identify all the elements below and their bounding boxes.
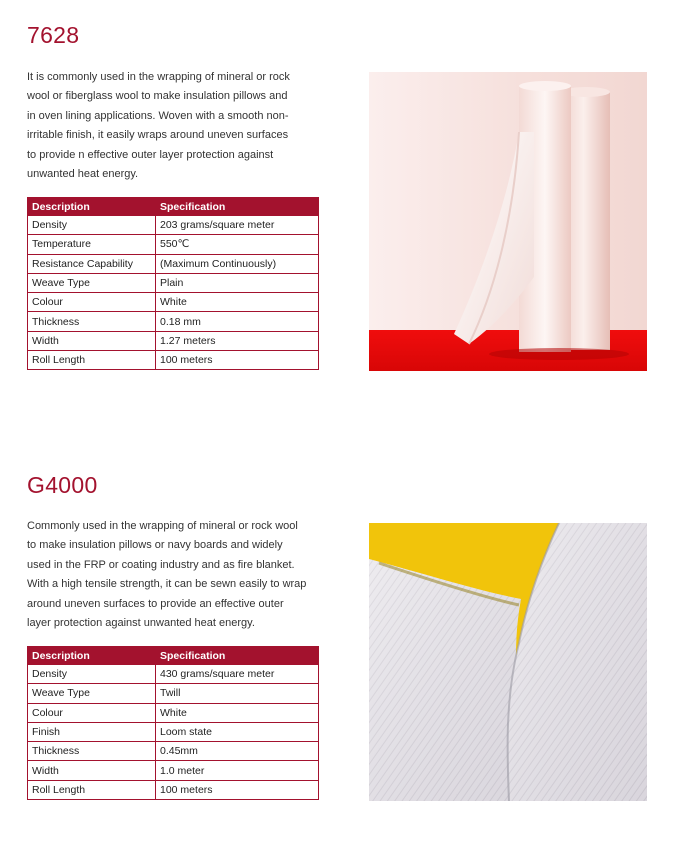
description-line: unwanted heat energy.: [27, 168, 139, 181]
table-cell: 1.0 meter: [156, 761, 319, 780]
description-line: to make insulation pillows or navy boards and widely: [27, 539, 283, 552]
table-row: [28, 331, 319, 350]
table-header-row: [28, 647, 319, 665]
table-cell: 203 grams/square meter: [156, 216, 319, 235]
table-row: [28, 216, 319, 235]
description-line: wool or fiberglass wool to make insulation pillows and: [27, 90, 288, 103]
table-cell: White: [156, 293, 319, 312]
product-description: [27, 68, 290, 184]
column-header: Description: [28, 198, 156, 216]
table-row: [28, 254, 319, 273]
table-row: [28, 665, 319, 684]
table-row: [28, 722, 319, 741]
table-row: [28, 780, 319, 799]
column-header: Description: [28, 647, 156, 665]
table-cell: Twill: [156, 684, 319, 703]
table-row: [28, 293, 319, 312]
fabric-sheet-illustration: [369, 523, 647, 801]
table-cell: Thickness: [28, 742, 156, 761]
table-cell: 430 grams/square meter: [156, 665, 319, 684]
table-cell: 100 meters: [156, 780, 319, 799]
table-row: [28, 351, 319, 370]
table-cell: Roll Length: [28, 780, 156, 799]
table-cell: Width: [28, 331, 156, 350]
description-line: Commonly used in the wrapping of mineral or rock wool: [27, 520, 298, 532]
table-cell: White: [156, 703, 319, 722]
table-cell: 1.27 meters: [156, 331, 319, 350]
description-line: It is commonly used in the wrapping of mineral or rock: [27, 71, 290, 83]
table-cell: Colour: [28, 703, 156, 722]
table-cell: Weave Type: [28, 684, 156, 703]
table-cell: Density: [28, 665, 156, 684]
spec-table: [27, 197, 319, 370]
product-title: G4000: [27, 472, 98, 498]
description-line: around uneven surfaces to provide an effective outer: [27, 597, 284, 610]
description-line: in oven lining applications. Woven with a smooth non-: [27, 109, 289, 122]
table-cell: 0.45mm: [156, 742, 319, 761]
product-description: [27, 517, 306, 633]
table-row: [28, 761, 319, 780]
table-cell: Colour: [28, 293, 156, 312]
column-header: Specification: [156, 198, 319, 216]
table-row: [28, 684, 319, 703]
table-cell: Finish: [28, 722, 156, 741]
table-cell: Plain: [156, 273, 319, 292]
table-cell: Loom state: [156, 722, 319, 741]
table-cell: 550℃: [156, 235, 319, 254]
table-row: [28, 703, 319, 722]
fabric-roll-photo: [369, 72, 647, 371]
table-row: [28, 273, 319, 292]
spec-table: [27, 646, 319, 800]
table-cell: Width: [28, 761, 156, 780]
table-row: [28, 742, 319, 761]
description-line: used in the FRP or coating industry and as fire blanket.: [27, 558, 295, 571]
table-cell: Thickness: [28, 312, 156, 331]
table-cell: (Maximum Continuously): [156, 254, 319, 273]
table-row: [28, 235, 319, 254]
description-line: With a high tensile strength, it can be sewn easily to wrap: [27, 578, 307, 591]
table-cell: 100 meters: [156, 351, 319, 370]
table-header-row: [28, 198, 319, 216]
description-line: to provide n effective outer layer protection against: [27, 148, 274, 161]
fabric-sheet-photo: [369, 523, 647, 801]
description-line: layer protection against unwanted heat energy.: [27, 617, 255, 630]
table-cell: Density: [28, 216, 156, 235]
table-cell: 0.18 mm: [156, 312, 319, 331]
table-cell: Roll Length: [28, 351, 156, 370]
fabric-roll-illustration: [369, 72, 647, 371]
table-cell: Weave Type: [28, 273, 156, 292]
product-title: 7628: [27, 22, 80, 48]
table-cell: Temperature: [28, 235, 156, 254]
table-cell: Resistance Capability: [28, 254, 156, 273]
table-row: [28, 312, 319, 331]
column-header: Specification: [156, 647, 319, 665]
description-line: irritable finish, it easily wraps around uneven surfaces: [27, 129, 289, 142]
